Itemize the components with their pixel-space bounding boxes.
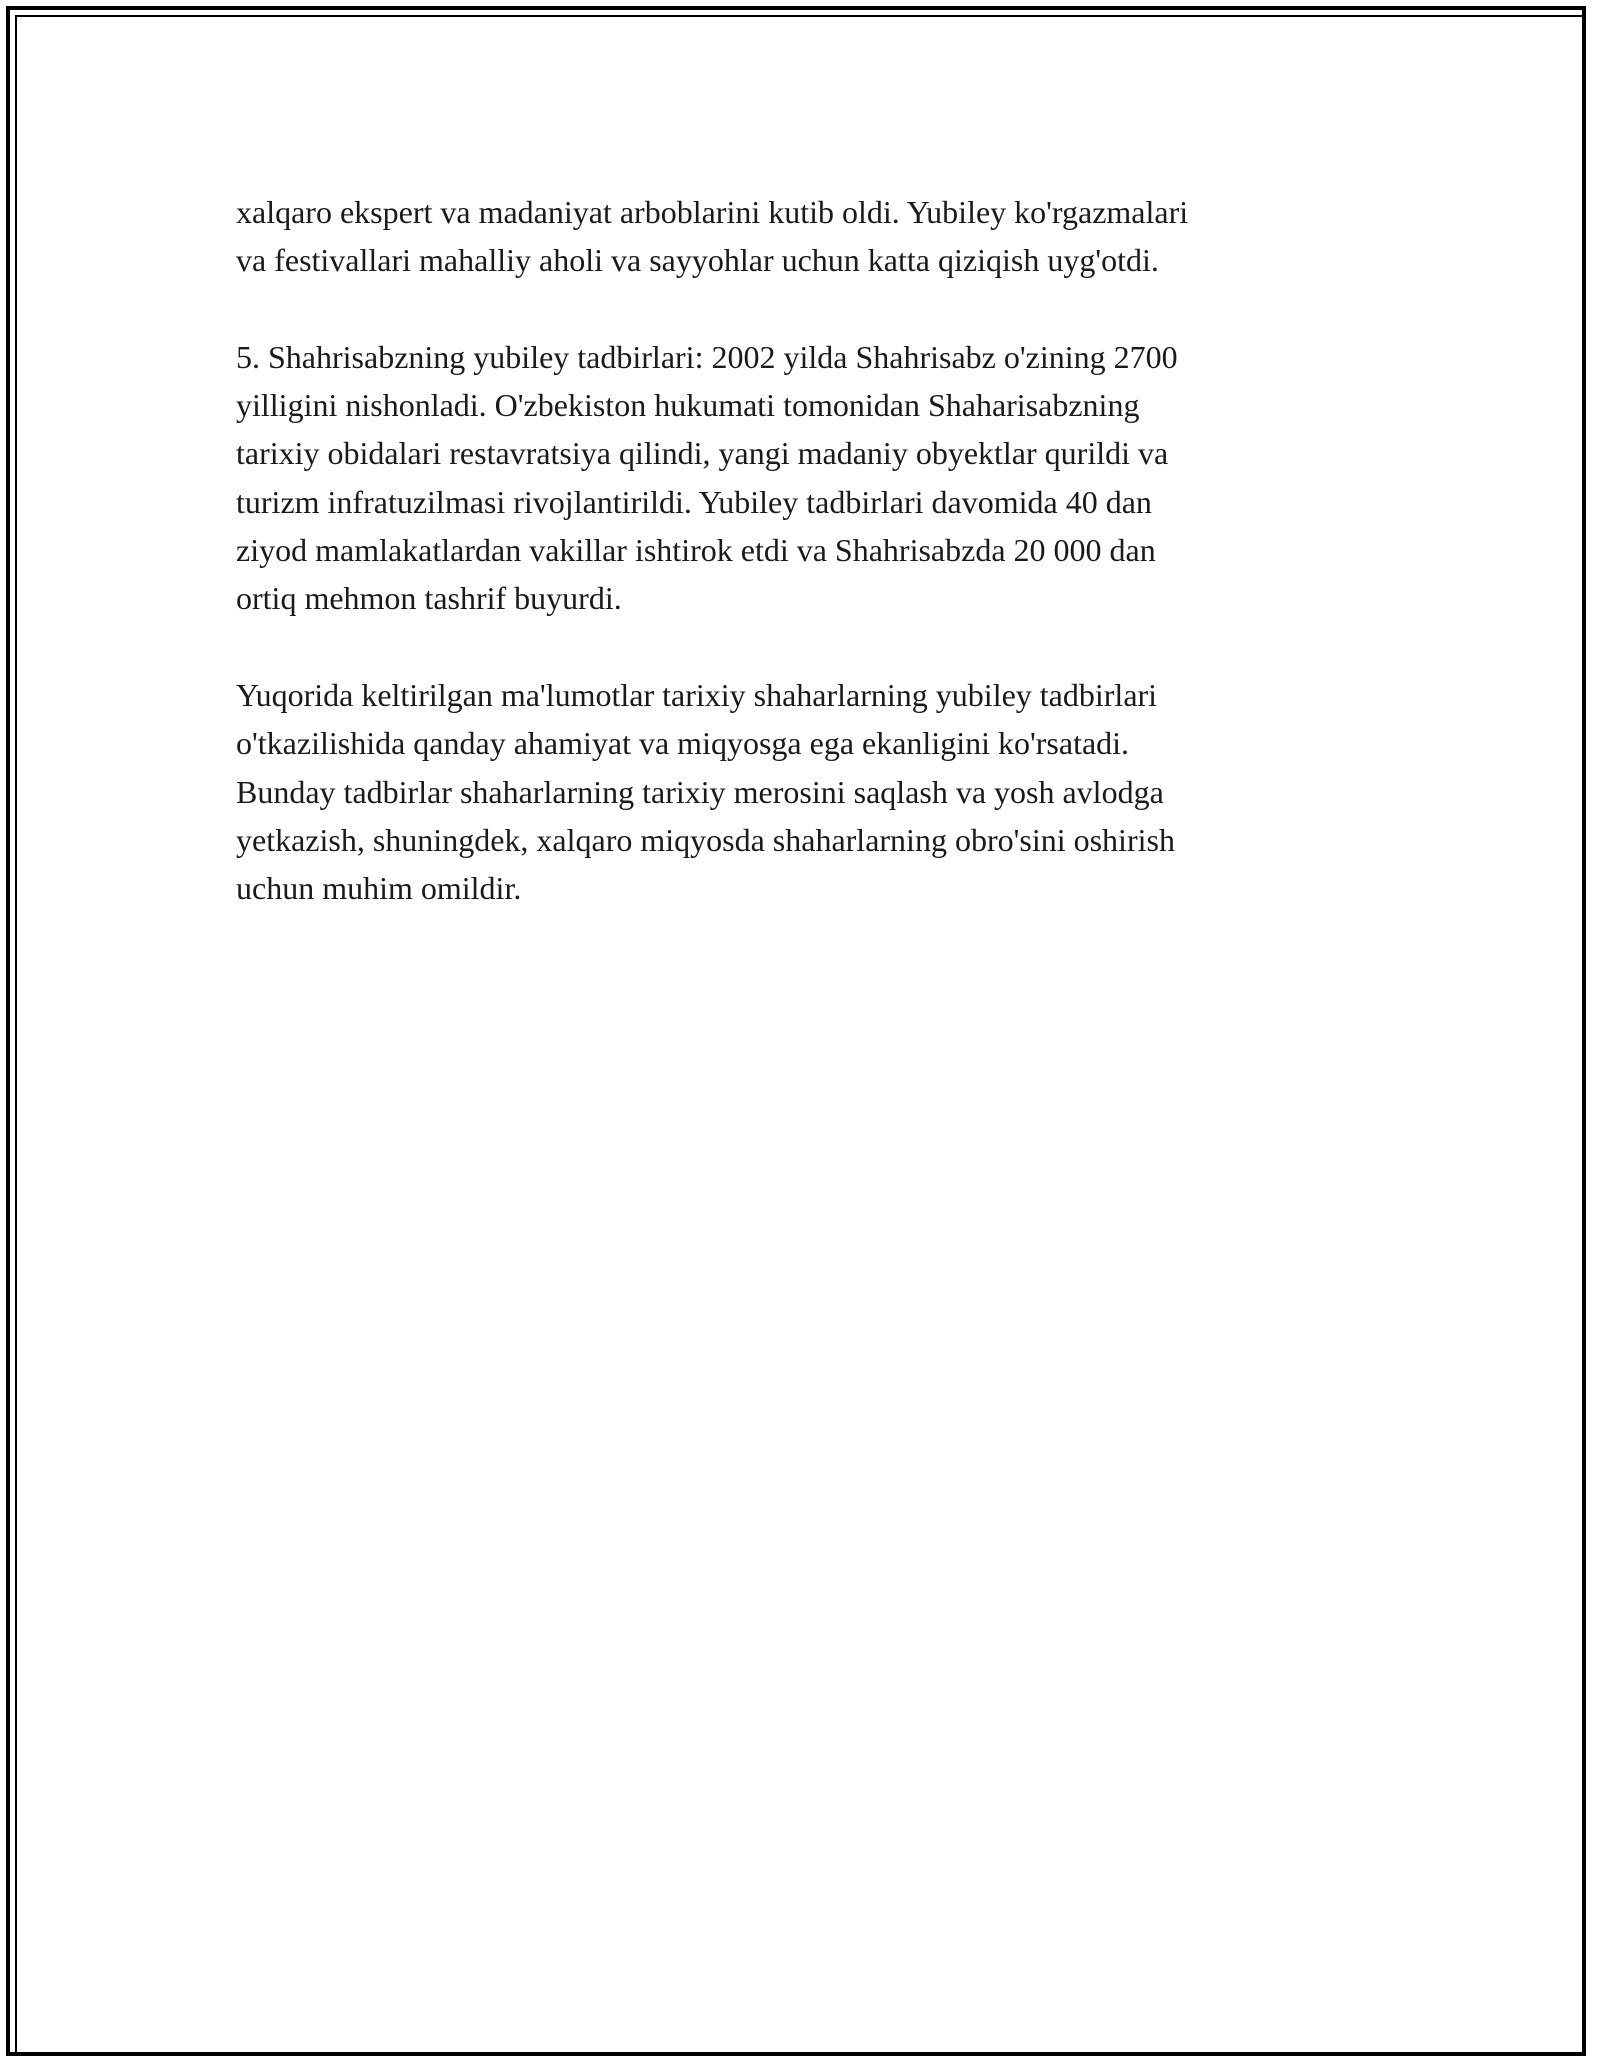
text-line: Bunday tadbirlar shaharlarning tarixiy merosini saqlash va yosh avlodga [236, 773, 1164, 810]
text-line: 5. Shahrisabzning yubiley tadbirlari: 2002 yilda Shahrisabz o'zining 2700 [236, 338, 1178, 375]
text-line: o'tkazilishida qanday ahamiyat va miqyosga ega ekanligini ko'rsatadi. [236, 725, 1130, 762]
document-body [236, 188, 1356, 961]
text-line: ziyod mamlakatlardan vakillar ishtirok etdi va Shahrisabzda 20 000 dan [236, 532, 1156, 569]
text-line: xalqaro ekspert va madaniyat arboblarini kutib oldi. Yubiley ko'rgazmalari [236, 194, 1189, 230]
text-line: yetkazish, shuningdek, xalqaro miqyosda shaharlarning obro'sini oshirish [236, 821, 1175, 858]
text-line: uchun muhim omildir. [236, 870, 522, 907]
paragraph-shahrisabz [236, 333, 1356, 623]
paragraph-conclusion [236, 671, 1356, 912]
text-line: ortiq mehmon tashrif buyurdi. [236, 580, 622, 617]
text-line: Yuqorida keltirilgan ma'lumotlar tarixiy shaharlarning yubiley tadbirlari [236, 676, 1158, 713]
paragraph-continuation [236, 188, 1356, 285]
text-line: yilligini nishonladi. O'zbekiston hukumati tomonidan Shaharisabzning [236, 387, 1140, 424]
text-line: turizm infratuzilmasi rivojlantirildi. Yubiley tadbirlari davomida 40 dan [236, 483, 1152, 520]
text-line: va festivallari mahalliy aholi va sayyohlar uchun katta qiziqish uyg'otdi. [236, 242, 1159, 279]
text-line: tarixiy obidalari restavratsiya qilindi, yangi madaniy obyektlar qurildi va [236, 435, 1169, 472]
